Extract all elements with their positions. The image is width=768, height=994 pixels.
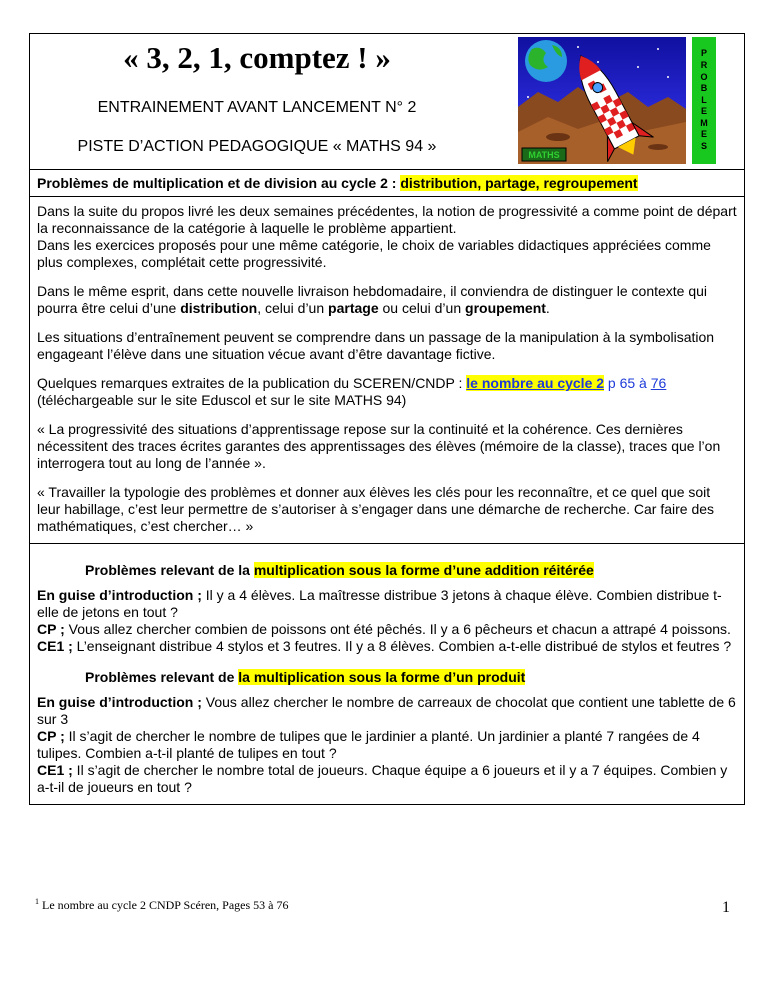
document-frame bbox=[29, 33, 745, 805]
page-title: « 3, 2, 1, comptez ! » bbox=[123, 40, 391, 75]
intro-paragraph: Quelques remarques extraites de la publication du SCEREN/CNDP : le nombre au cycle 2 p 65 à 76 (téléchargeable sur le site Eduscol et sur le site MATHS 94) bbox=[37, 375, 667, 408]
addition-heading: Problèmes relevant de la multiplication sous la forme d’une addition réitérée bbox=[85, 562, 594, 578]
problemes-vertical-label: P R O B L E M E S bbox=[692, 37, 716, 164]
problem-item: CP ; Vous allez chercher combien de poissons ont été pêchés. Il y a 6 pêcheurs et chacun a attrapé 4 poissons. bbox=[37, 621, 731, 637]
product-heading: Problèmes relevant de la multiplication sous la forme d’un produit bbox=[85, 669, 526, 685]
header bbox=[30, 34, 744, 170]
rocket-illustration bbox=[518, 37, 686, 164]
page-number: 1 bbox=[722, 899, 730, 916]
section-heading: Problèmes de multiplication et de division au cycle 2 : distribution, partage, regroupement bbox=[30, 170, 744, 197]
problem-item: CE1 ; L’enseignant distribue 4 stylos et 3 feutres. Il y a 8 élèves. Combien a-t-elle distribué de stylos et feutres ? bbox=[37, 638, 732, 654]
problem-item: En guise d’introduction ; Il y a 4 élèves. La maîtresse distribue 3 jetons à chaque élève. Combien distribue t-elle de jetons en tout ? bbox=[37, 587, 722, 620]
page-subtitle-2: PISTE D’ACTION PEDAGOGIQUE « MATHS 94 » bbox=[77, 138, 437, 155]
intro-paragraph: Dans la suite du propos livré les deux semaines précédentes, la notion de progressivité a comme point de départ la reconnaissance de la catégorie à laquelle le problème appartient. Dans les exercices proposés pour une même catégorie, le choix de variables didactiques appréciées comme plus complexes, complétait cette progressivité. bbox=[37, 203, 737, 270]
quote-paragraph: « Travailler la typologie des problèmes et donner aux élèves les clés pour les reconnaître, et ce quel que soit leur habillage, c’est leur permettre de s’autoriser à s’engager dans une démarche de recherche. Car faire des mathématiques, c’est chercher… » bbox=[37, 484, 715, 534]
problems-block bbox=[30, 544, 744, 804]
problem-item: CP ; Il s’agit de chercher le nombre de tulipes que le jardinier a planté. Un jardinier a planté 7 rangées de 4 tulipes. Combien a-t-il planté de tulipes en tout ? bbox=[37, 728, 700, 761]
page-subtitle: ENTRAINEMENT AVANT LANCEMENT N° 2 bbox=[97, 99, 417, 116]
footnote: $^1$ Le nombre au cycle 2 CNDP Scéren, Pages 53 à 76 bbox=[35, 897, 289, 912]
sign-label: MATHS bbox=[528, 150, 560, 160]
problem-item: En guise d’introduction ; Vous allez chercher le nombre de carreaux de chocolat que contient une tablette de 6 sur 3 bbox=[37, 694, 736, 727]
intro-paragraph: Dans le même esprit, dans cette nouvelle livraison hebdomadaire, il conviendra de distinguer le contexte qui pourra être celui d’une distribution, celui d’un partage ou celui d’un groupement. bbox=[37, 283, 708, 316]
section-heading-highlight: distribution, partage, regroupement bbox=[400, 175, 638, 191]
introduction-block bbox=[30, 197, 744, 544]
publication-link[interactable]: le nombre au cycle 2 bbox=[466, 375, 605, 391]
problem-item: CE1 ; Il s’agit de chercher le nombre total de joueurs. Chaque équipe a 6 joueurs et il y a 7 équipes. Combien y a-t-il de joueurs en tout ? bbox=[37, 762, 728, 795]
quote-paragraph: « La progressivité des situations d’apprentissage repose sur la continuité et la cohérence. Ces dernières nécessitent des traces écrites garantes des apprentissages des élèves (mémoire de la classe), traces que l’on interrogera tout au long de l’année ». bbox=[37, 421, 721, 471]
intro-paragraph: Les situations d’entraînement peuvent se comprendre dans un passage de la manipulation à la symbolisation engageant l’élève dans une situation vécue avant d’être davantage fictive. bbox=[37, 329, 715, 362]
